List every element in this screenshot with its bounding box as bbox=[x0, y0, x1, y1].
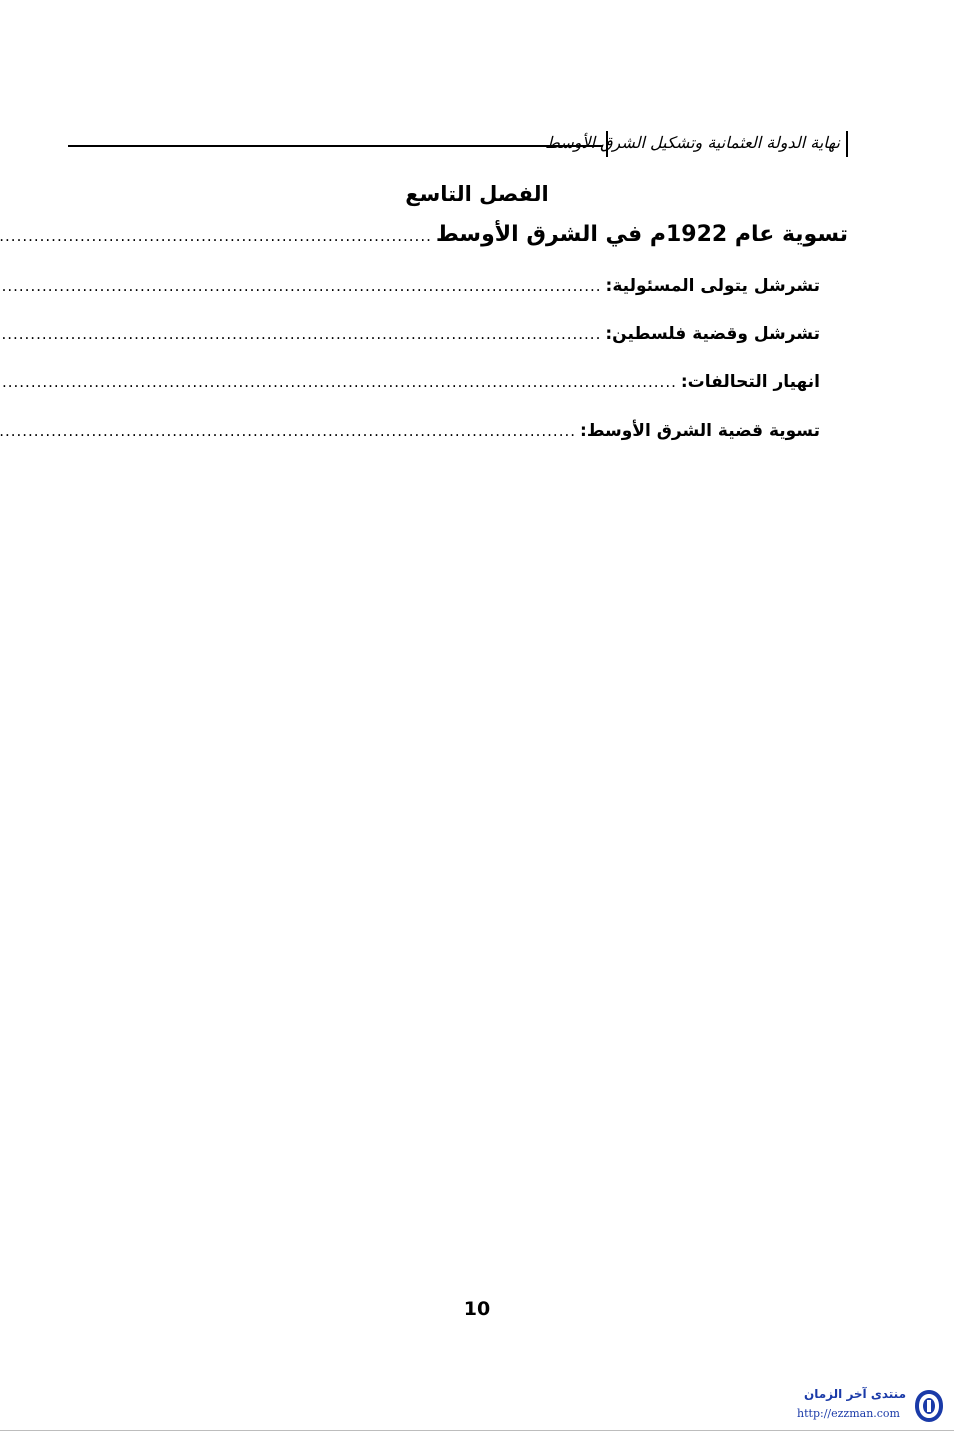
shield-logo-icon bbox=[914, 1389, 944, 1423]
watermark-url: http://ezzman.com bbox=[797, 1407, 900, 1420]
toc-dot-leader bbox=[0, 325, 601, 343]
toc-entry bbox=[68, 276, 820, 296]
watermark-name: منتدى آخر الزمان bbox=[804, 1387, 906, 1401]
forum-watermark bbox=[754, 1387, 944, 1427]
table-of-contents bbox=[0, 0, 954, 480]
toc-entry-title: تشرشل وقضية فلسطين: bbox=[605, 324, 820, 344]
toc-entry-main bbox=[68, 222, 848, 247]
toc-entry-title: تشرشل يتولى المسئولية: bbox=[605, 276, 820, 296]
toc-entry bbox=[68, 324, 820, 344]
toc-dot-leader bbox=[0, 277, 602, 295]
toc-entry bbox=[68, 421, 820, 441]
toc-dot-leader bbox=[0, 227, 432, 245]
toc-dot-leader bbox=[0, 373, 677, 391]
toc-dot-leader bbox=[0, 422, 576, 440]
running-header-title: نهاية الدولة العثمانية وتشكيل الشرق الأوسط bbox=[545, 133, 840, 152]
toc-entry-title: تسوية قضية الشرق الأوسط: bbox=[580, 421, 820, 441]
toc-entry-title: تسوية عام 1922م في الشرق الأوسط bbox=[435, 222, 848, 247]
toc-entry-title: انهيار التحالفات: bbox=[680, 372, 820, 392]
page-bottom-rule bbox=[0, 1430, 954, 1431]
toc-entry bbox=[68, 372, 820, 392]
chapter-title: الفصل التاسع bbox=[405, 182, 549, 206]
page-number: 10 bbox=[463, 1298, 491, 1320]
